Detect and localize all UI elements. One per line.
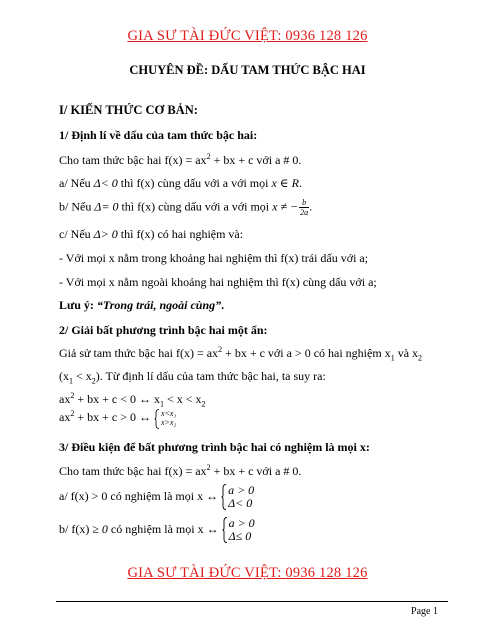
section-heading-basic-knowledge: I/ KIẾN THỨC CƠ BẢN:: [59, 103, 198, 117]
paragraph-deduce: $(x_1 < x_2)$. Từ định lí dấu của tam thức bậc hai, ta suy ra:: [59, 369, 326, 386]
bullet-inside-roots: - Với mọi x nằm trong khoảng hai nghiệm thì f(x) trái dấu với a;: [59, 251, 369, 265]
paragraph-intro: Cho tam thức bậc hai $f(x) = ax^2$ + bx + c với a # 0.: [59, 152, 302, 167]
footer-divider: [56, 601, 448, 602]
note-line: Lưu ý: “Trong trái, ngoài cùng”.: [59, 298, 225, 312]
header-banner: GIA SƯ TÀI ĐỨC VIỆT: 0936 128 126: [127, 28, 368, 44]
footer-banner: GIA SƯ TÀI ĐỨC VIỆT: 0936 128 126: [127, 565, 368, 581]
paragraph-case-c: c/ Nếu Δ> 0 thì f(x) có hai nghiệm và:: [59, 227, 244, 241]
paragraph-intro-2: Cho tam thức bậc hai $f(x) = ax^2$ + bx + c với a # 0.: [59, 463, 302, 478]
page-number: Page 1: [411, 606, 438, 617]
paragraph-case-b: b/ Nếu Δ= 0 thì f(x) cùng dấu với a với mọi x ≠ − $\frac{b}{2a}$ .: [59, 198, 313, 217]
condition-nonnegative: b/ f(x) ≥ 0 có nghiệm là mọi x ↔ a > 0 Δ≤ 0: [59, 516, 255, 543]
system-positive-condition: a > 0 Δ< 0: [221, 484, 254, 510]
condition-positive: a/ f(x) > 0 có nghiệm là mọi x ↔ a > 0 Δ< 0: [59, 483, 255, 510]
paragraph-assume-roots: Giả sử tam thức bậc hai $f(x) = ax^2$ + bx + c với a > 0 có hai nghiệm $x_1$ và $x_2$: [59, 345, 423, 363]
paragraph-case-a: a/ Nếu Δ< 0 thì f(x) cùng dấu với a với mọi x ∈ R.: [59, 176, 303, 190]
system-nonnegative-condition: a > 0 Δ≤ 0: [222, 517, 255, 543]
fraction-b-over-2a: $\frac{b}{2a}$: [300, 198, 309, 217]
formula-greater-than-zero: $ax^2$ + bx + c > 0 ↔ x<x₁ x>x₂: [59, 409, 177, 428]
left-brace-icon: [222, 517, 228, 543]
formula-less-than-zero: $ax^2$ + bx + c < 0 ↔ $x_1 < x < x_2$: [59, 391, 206, 409]
subsection-heading-theorem: 1/ Định lí về dấu của tam thức bậc hai:: [59, 128, 258, 142]
bullet-outside-roots: - Với mọi x nằm ngoài khoảng hai nghiệm thì f(x) cùng dấu với a;: [59, 275, 377, 289]
subsection-heading-solve-inequality: 2/ Giải bất phương trình bậc hai một ẩn:: [59, 323, 268, 337]
document-title: CHUYÊN ĐỀ: DẤU TAM THỨC BẬC HAI: [129, 63, 366, 77]
left-brace-icon: [154, 409, 160, 429]
system-roots-outside: x<x₁ x>x₂: [154, 409, 176, 427]
subsection-heading-all-x-condition: 3/ Điều kiện để bất phương trình bậc hai có nghiệm là mọi x:: [59, 440, 370, 454]
left-brace-icon: [221, 484, 227, 510]
